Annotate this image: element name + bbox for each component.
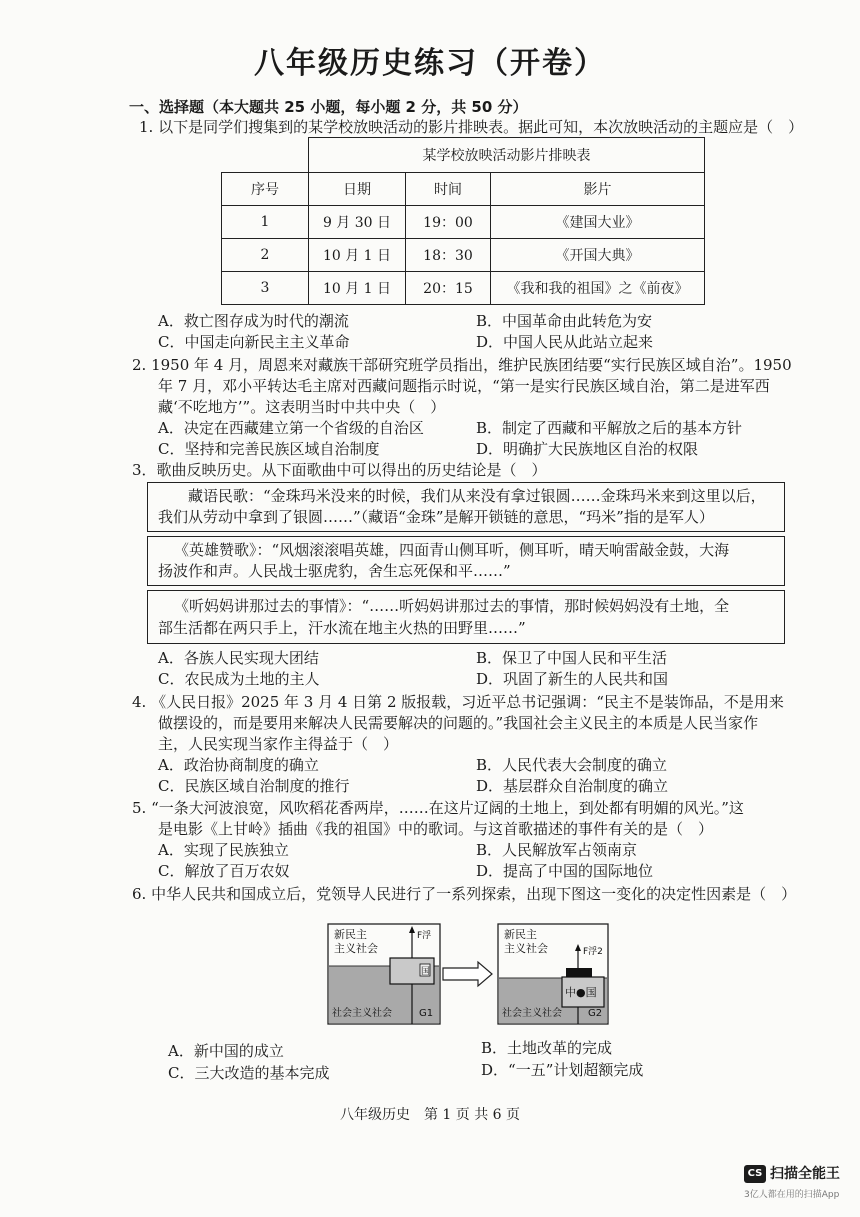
table-row [222,239,705,272]
scanner-logo-icon: CS [744,1165,766,1183]
q4-option-a: A．政治协商制度的确立 [158,756,319,774]
header-cell: 影片 [491,173,705,206]
q5-option-b: B．人民解放军占领南京 [476,841,638,859]
fig-right-box: 中●国 [565,986,597,999]
q4-line-1: 4. 《人民日报》2025 年 3 月 4 日第 2 版报载，习近平总书记强调：“民主不是装饰品，不是用来 [132,693,784,711]
fig-left-box: 国 [421,967,431,977]
q1-option-d: D．中国人民从此站立起来 [476,333,654,351]
schedule-caption: 某学校放映活动影片排映表 [309,138,705,173]
table-cell: 1 [222,206,309,239]
q6-option-d: D．“一五”计划超额完成 [481,1061,644,1079]
q6-option-a: A．新中国的成立 [168,1042,284,1060]
table-cell: 《建国大业》 [491,206,705,239]
fig-right-force: F浮2 [583,947,603,957]
q5-option-c: C．解放了百万农奴 [158,862,290,880]
fig-left-top-1: 新民主 [334,928,367,941]
fig-left-top-2: 主义社会 [334,942,378,955]
q2-line-1: 2. 1950 年 4 月，周恩来对藏族干部研究班学员指出，维护民族团结要“实行民族区域自治”。1950 [132,356,792,374]
section-heading: 一、选择题（本大题共 25 小题，每小题 2 分，共 50 分） [129,98,528,116]
q4-option-d: D．基层群众自治制度的确立 [476,777,669,795]
q4-option-b: B．人民代表大会制度的确立 [476,756,668,774]
fig-right-weight: G2 [588,1008,603,1019]
q4-line-2: 做摆设的，而是要用来解决人民需要解决的问题的。”我国社会主义民主的本质是人民当家作 [158,714,759,732]
song-1-line-1: 藏语民歌：“金珠玛米没来的时候，我们从来没有拿过银圆……金珠玛米来到这里以后， [188,487,766,505]
song-box-2 [147,536,785,586]
q1-stem: 1. 以下是同学们搜集到的某学校放映活动的影片排映表。据此可知，本次放映活动的主题应是（ ） [139,118,804,136]
table-cell: 2 [222,239,309,272]
page-title: 八年级历史练习（开卷） [254,46,606,81]
fig-left-force: F浮 [417,931,432,941]
table-cell: 10 月 1 日 [309,239,406,272]
table-cell: 18：30 [406,239,491,272]
table-header-row [222,173,705,206]
q2-option-a: A．决定在西藏建立第一个省级的自治区 [158,419,424,437]
song-1-line-2: 我们从劳动中拿到了银圆……”（藏语“金珠”是解开锁链的意思，“玛米”指的是军人） [158,508,714,526]
q2-option-b: B．制定了西藏和平解放之后的基本方针 [476,419,743,437]
q5-option-d: D．提高了中国的国际地位 [476,862,654,880]
q3-option-b: B．保卫了中国人民和平生活 [476,649,668,667]
q4-option-c: C．民族区域自治制度的推行 [158,777,350,795]
q5-line-2: 是电影《上甘岭》插曲《我的祖国》中的歌词。与这首歌描述的事件有关的是（ ） [158,820,714,838]
table-cell: 20：15 [406,272,491,305]
fig-right-bottom: 社会主义社会 [502,1008,562,1019]
q6-option-b: B．土地改革的完成 [481,1039,613,1057]
q5-line-1: 5. “一条大河波浪宽，风吹稻花香两岸，……在这片辽阔的土地上，到处都有明媚的风光。”这 [132,799,744,817]
table-cell: 《开国大典》 [491,239,705,272]
table-cell: 《我和我的祖国》之《前夜》 [491,272,705,305]
table-row [222,272,705,305]
song-box-3 [147,590,785,644]
fig-right-top-2: 主义社会 [504,942,548,955]
q5-option-a: A．实现了民族独立 [158,841,289,859]
table-cell: 10 月 1 日 [309,272,406,305]
q2-option-c: C．坚持和完善民族区域自治制度 [158,440,380,458]
q1-option-c: C．中国走向新民主主义革命 [158,333,350,351]
q2-option-d: D．明确扩大民族地区自治的权限 [476,440,699,458]
q2-line-2: 年 7 月，邓小平转达毛主席对西藏问题指示时说，“第一是实行民族区域自治，第二是进军西 [158,377,770,395]
fig-right-top-1: 新民主 [504,928,537,941]
header-cell: 日期 [309,173,406,206]
q1-option-a: A．救亡图存成为时代的潮流 [158,312,349,330]
right-arrow-icon [443,962,492,986]
song-2-line-2: 扬波作和声。人民战士驱虎豹，舍生忘死保和平……” [158,562,511,580]
header-cell: 时间 [406,173,491,206]
song-3-line-1: 《听妈妈讲那过去的事情》：“……听妈妈讲那过去的事情，那时候妈妈没有土地，全 [174,597,730,615]
q3-option-a: A．各族人民实现大团结 [158,649,319,667]
fig-left-bottom: 社会主义社会 [332,1008,392,1019]
table-row [222,206,705,239]
q3-option-c: C．农民成为土地的主人 [158,670,320,688]
q6-stem: 6. 中华人民共和国成立后，党领导人民进行了一系列探索，出现下图这一变化的决定性因素是（ ） [132,885,797,903]
table-cell: 3 [222,272,309,305]
table-cell: 9 月 30 日 [309,206,406,239]
q3-stem: 3．歌曲反映历史。从下面歌曲中可以得出的历史结论是（ ） [132,461,547,479]
scanner-watermark [744,1163,842,1205]
table-cell: 19：00 [406,206,491,239]
scanner-name: 扫描全能王 [770,1166,840,1182]
header-cell: 序号 [222,173,309,206]
song-box-1 [147,482,785,532]
song-3-line-2: 部生活都在两只手上，汗水流在地主火热的田野里……” [158,619,526,637]
buoyancy-figure [326,920,616,1030]
fig-left-weight: G1 [419,1008,434,1019]
q2-line-3: 藏‘不吃地方’”。这表明当时中共中央（ ） [158,398,446,416]
q6-option-c: C．三大改造的基本完成 [168,1064,330,1082]
q4-line-3: 主，人民实现当家作主得益于（ ） [158,735,399,753]
song-2-line-1: 《英雄赞歌》：“风烟滚滚唱英雄，四面青山侧耳听，侧耳听，晴天响雷敲金鼓，大海 [174,541,730,559]
scanner-tagline: 3亿人都在用的扫描App [744,1190,840,1200]
page-footer: 八年级历史 第 1 页 共 6 页 [339,1107,521,1123]
q1-option-b: B．中国革命由此转危为安 [476,312,653,330]
q3-option-d: D．巩固了新生的人民共和国 [476,670,669,688]
schedule-table [221,137,705,305]
